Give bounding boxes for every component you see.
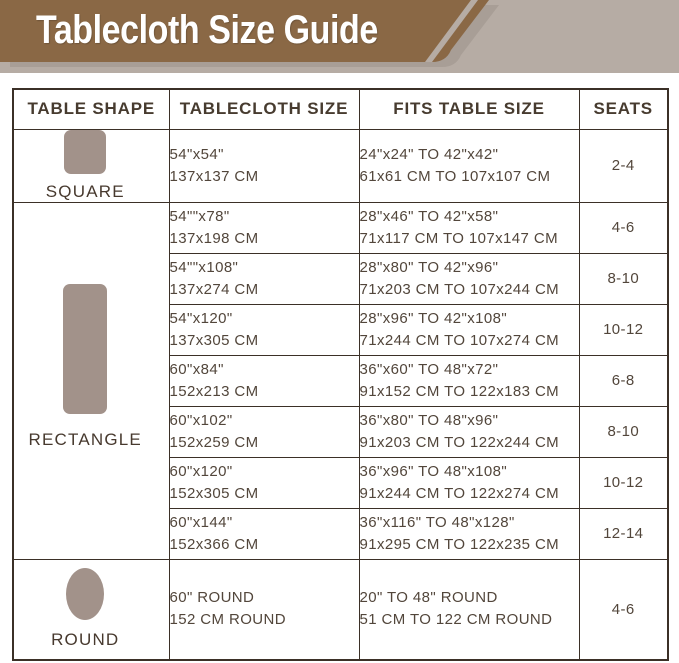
size-cm: 137x137 CM bbox=[169, 167, 259, 185]
size-cm: 152 CM ROUND bbox=[169, 611, 286, 629]
size-cm: 137x274 CM bbox=[169, 280, 259, 298]
size-inches: 54""x108" bbox=[169, 258, 239, 276]
tablecloth-size-cell bbox=[169, 406, 359, 457]
seats-cell: 4-6 bbox=[579, 202, 668, 253]
seats-cell: 6-8 bbox=[579, 355, 668, 406]
tablecloth-size-cell bbox=[169, 202, 359, 253]
shape-label: ROUND bbox=[51, 630, 120, 650]
size-cm: 137x305 CM bbox=[169, 331, 259, 349]
header-table-shape: TABLE SHAPE bbox=[13, 89, 169, 129]
square-shape-icon bbox=[64, 130, 106, 174]
tablecloth-size-cell bbox=[169, 304, 359, 355]
tablecloth-size-cell bbox=[169, 355, 359, 406]
size-cm: 152x305 CM bbox=[169, 484, 259, 502]
fits-inches: 36"x60" TO 48"x72" bbox=[359, 360, 499, 378]
title-banner bbox=[0, 0, 679, 73]
size-inches: 60"x102" bbox=[169, 411, 233, 429]
shape-label: RECTANGLE bbox=[28, 429, 142, 449]
fits-cm: 71x244 CM TO 107x274 CM bbox=[359, 331, 560, 349]
fits-size-cell bbox=[359, 406, 579, 457]
fits-inches: 36"x116" TO 48"x128" bbox=[359, 513, 515, 531]
table-row bbox=[13, 559, 668, 660]
size-inches: 60"x84" bbox=[169, 360, 224, 378]
fits-size-cell bbox=[359, 129, 579, 202]
fits-inches: 36"x96" TO 48"x108" bbox=[359, 462, 508, 480]
fits-inches: 28"x46" TO 42"x58" bbox=[359, 207, 499, 225]
tablecloth-size-cell bbox=[169, 508, 359, 559]
fits-cm: 91x244 CM TO 122x274 CM bbox=[359, 484, 560, 502]
page-title: Tablecloth Size Guide bbox=[36, 8, 378, 52]
fits-cm: 91x295 CM TO 122x235 CM bbox=[359, 535, 560, 553]
fits-inches: 36"x80" TO 48"x96" bbox=[359, 411, 499, 429]
seats-cell: 10-12 bbox=[579, 457, 668, 508]
size-inches: 60"x144" bbox=[169, 513, 233, 531]
fits-cm: 71x117 CM TO 107x147 CM bbox=[359, 229, 558, 247]
rectangle-shape-icon bbox=[63, 284, 107, 414]
fits-inches: 28"x96" TO 42"x108" bbox=[359, 309, 508, 327]
header-fits-table-size: FITS TABLE SIZE bbox=[359, 89, 579, 129]
round-shape-icon bbox=[66, 568, 104, 620]
size-cm: 137x198 CM bbox=[169, 229, 259, 247]
header-seats: SEATS bbox=[579, 89, 668, 129]
tablecloth-size-cell bbox=[169, 457, 359, 508]
fits-size-cell bbox=[359, 559, 579, 660]
size-inches: 54"x54" bbox=[169, 145, 224, 163]
shape-cell-square bbox=[13, 129, 169, 202]
fits-cm: 91x203 CM TO 122x244 CM bbox=[359, 433, 560, 451]
fits-size-cell bbox=[359, 304, 579, 355]
header-tablecloth-size: TABLECLOTH SIZE bbox=[169, 89, 359, 129]
table-header-row bbox=[13, 89, 668, 129]
seats-cell: 8-10 bbox=[579, 406, 668, 457]
size-cm: 152x213 CM bbox=[169, 382, 259, 400]
size-inches: 54"x120" bbox=[169, 309, 233, 327]
size-guide-table bbox=[12, 88, 669, 661]
fits-inches: 24"x24" TO 42"x42" bbox=[359, 145, 499, 163]
table-row bbox=[13, 129, 668, 202]
shape-cell-round bbox=[13, 559, 169, 660]
size-inches: 54""x78" bbox=[169, 207, 230, 225]
fits-cm: 71x203 CM TO 107x244 CM bbox=[359, 280, 560, 298]
fits-cm: 51 CM TO 122 CM ROUND bbox=[359, 611, 553, 629]
fits-cm: 91x152 CM TO 122x183 CM bbox=[359, 382, 560, 400]
fits-size-cell bbox=[359, 457, 579, 508]
fits-size-cell bbox=[359, 253, 579, 304]
seats-cell: 8-10 bbox=[579, 253, 668, 304]
square-shape-group bbox=[46, 130, 137, 202]
round-shape-group bbox=[51, 568, 131, 650]
fits-size-cell bbox=[359, 202, 579, 253]
seats-cell: 2-4 bbox=[579, 129, 668, 202]
fits-inches: 28"x80" TO 42"x96" bbox=[359, 258, 499, 276]
tablecloth-size-cell bbox=[169, 559, 359, 660]
tablecloth-size-cell bbox=[169, 129, 359, 202]
fits-size-cell bbox=[359, 508, 579, 559]
seats-cell: 10-12 bbox=[579, 304, 668, 355]
size-inches: 60"x120" bbox=[169, 462, 233, 480]
seats-cell: 4-6 bbox=[579, 559, 668, 660]
fits-inches: 20" TO 48" ROUND bbox=[359, 589, 498, 607]
shape-label: SQUARE bbox=[45, 181, 125, 201]
fits-cm: 61x61 CM TO 107x107 CM bbox=[359, 167, 551, 185]
table-row bbox=[13, 202, 668, 253]
size-inches: 60" ROUND bbox=[169, 589, 255, 607]
shape-cell-rectangle bbox=[13, 202, 169, 559]
size-cm: 152x259 CM bbox=[169, 433, 259, 451]
seats-cell: 12-14 bbox=[579, 508, 668, 559]
size-cm: 152x366 CM bbox=[169, 535, 259, 553]
rectangle-shape-group bbox=[29, 284, 154, 450]
fits-size-cell bbox=[359, 355, 579, 406]
tablecloth-size-cell bbox=[169, 253, 359, 304]
